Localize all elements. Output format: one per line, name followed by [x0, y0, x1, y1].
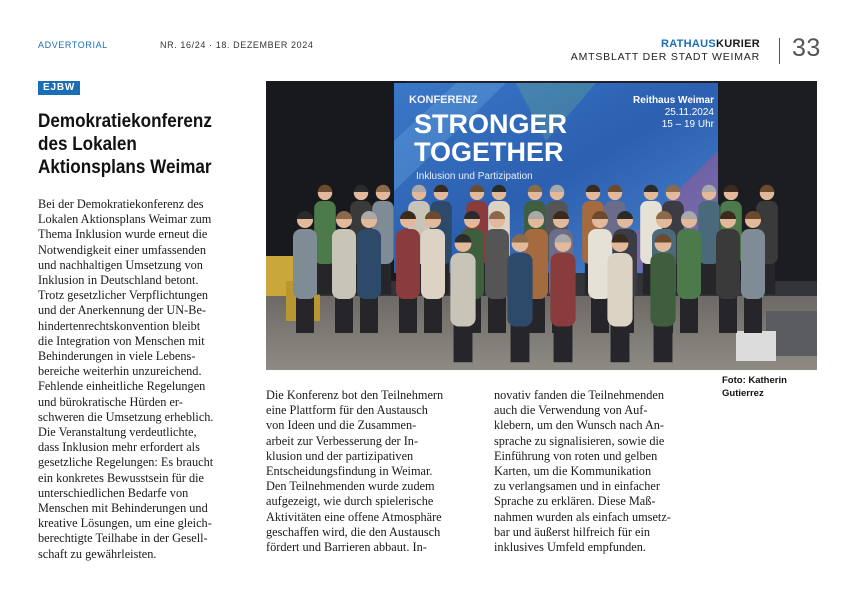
- text-line: die Integration von Menschen mit: [38, 333, 205, 348]
- article-column-3: [494, 388, 671, 555]
- text-line: nahmen wurden als einfach umsetz-: [494, 509, 671, 524]
- text-line: novativ fanden die Teilnehmenden: [494, 388, 664, 402]
- text-line: von Ideen und die Zusammen-: [266, 418, 417, 433]
- article-column-2: [266, 388, 443, 555]
- text-line: Menschen mit Behinderungen und: [38, 501, 208, 516]
- participant-body: [741, 229, 765, 299]
- banner-time: 15 – 19 Uhr: [661, 119, 714, 130]
- issue-date: NR. 16/24 · 18. DEZEMBER 2024: [160, 40, 314, 50]
- banner-date: 25.11.2024: [664, 107, 714, 118]
- participant-body: [550, 253, 575, 327]
- text-line: Notwendigkeit einer umfassenden: [38, 242, 207, 257]
- publication-brand: [571, 38, 760, 64]
- text-line: aufgezeigt, wie durch spielerische: [266, 494, 434, 509]
- participant-body: [507, 253, 532, 327]
- banner-subline: Inklusion und Partizipation: [416, 171, 533, 182]
- text-line: und nachhaltigen Umsetzung von: [38, 257, 203, 272]
- text-line: Aktivitäten eine offene Atmosphäre: [266, 509, 442, 524]
- headline-line: des Lokalen: [38, 134, 137, 155]
- text-line: Trotz gesetzlicher Verpflichtungen: [38, 288, 209, 303]
- banner-venue: Reithaus Weimar: [633, 95, 714, 106]
- text-line: klebern, um den Wunsch nach An-: [494, 418, 665, 433]
- text-line: und der Anerkennung der UN-Be-: [38, 303, 207, 318]
- text-line: Entscheidungsfindung in Weimar.: [266, 464, 433, 479]
- text-line: ein konkretes Bewusstsein für die: [38, 470, 204, 485]
- participant-body: [716, 229, 740, 299]
- text-line: inklusives Umfeld empfunden.: [494, 540, 646, 555]
- banner-title-1: STRONGER: [414, 109, 568, 139]
- text-line: Fehlende einheitliche Regelungen: [38, 379, 206, 394]
- text-line: hindertenrechtskonvention bleibt: [38, 318, 201, 333]
- photo-caption: [722, 374, 787, 400]
- participant-body: [357, 229, 381, 299]
- participant-body: [396, 229, 420, 299]
- text-line: sprache zu signalisieren, sowie die: [494, 433, 665, 448]
- participant-body: [421, 229, 445, 299]
- brand-subtitle: AMTSBLATT DER STADT WEIMAR: [570, 51, 760, 63]
- text-line: Karten, um die Kommunikation: [494, 464, 652, 479]
- article-column-1: [38, 197, 214, 562]
- headline-line: Aktionsplans Weimar: [38, 157, 212, 178]
- participant-body: [677, 229, 701, 299]
- participant-body: [293, 229, 317, 299]
- text-line: unterschiedlichen Bedarfe von: [38, 485, 189, 500]
- text-line: gesetzliche Regelungen: Es braucht: [38, 455, 214, 470]
- headline-line: Demokratiekonferenz: [38, 111, 212, 132]
- text-line: Thema Inklusion wurde erneut die: [38, 227, 208, 242]
- text-line: Den Teilnehmenden wurde zudem: [266, 479, 435, 494]
- banner-kicker: KONFERENZ: [409, 94, 478, 106]
- text-line: geschaffen wird, die den Austausch: [266, 524, 441, 539]
- section-label: ADVERTORIAL: [38, 40, 108, 50]
- text-line: arbeit zur Verbesserung der In-: [266, 433, 419, 448]
- text-line: eine Plattform für den Austausch: [266, 403, 428, 418]
- brand-name-part1: RATHAUS: [660, 38, 717, 50]
- participant-body: [485, 229, 509, 299]
- text-line: dass Inklusion mehr erfordert als: [38, 440, 200, 455]
- group-photo: [266, 81, 817, 370]
- participant-body: [332, 229, 356, 299]
- participant-body: [650, 253, 675, 327]
- text-line: Die Konferenz bot den Teilnehmern: [266, 388, 444, 402]
- caption-line: Gutierrez: [722, 388, 764, 399]
- text-line: fördert und Barrieren abbaut. In-: [266, 540, 427, 555]
- text-line: Lokalen Aktionsplans Weimar zum: [38, 212, 212, 227]
- text-line: Inklusion in Deutschland betont.: [38, 273, 199, 288]
- banner-title-2: TOGETHER: [414, 137, 564, 167]
- page-number: 33: [792, 34, 821, 62]
- text-line: zu verlangsamen und in einfacher: [494, 479, 660, 494]
- text-line: klusion und der partizipativen: [266, 448, 414, 463]
- caption-line: Foto: Katherin: [722, 375, 787, 386]
- text-line: bereiche weiterhin unzureichend.: [38, 364, 202, 379]
- brand-name-part2: KURIER: [716, 38, 760, 50]
- participant-body: [450, 253, 475, 327]
- text-line: kreative Lösungen, um eine gleich-: [38, 516, 212, 531]
- text-line: Sprache zu erklären. Diese Maß-: [494, 494, 656, 509]
- article-tag: EJBW: [38, 81, 80, 95]
- text-line: schweren die Umsetzung erheblich.: [38, 409, 214, 424]
- text-line: Bei der Demokratiekonferenz des: [38, 197, 204, 211]
- text-line: auch die Verwendung von Auf-: [494, 403, 648, 418]
- text-line: Behinderungen in viele Lebens-: [38, 349, 196, 364]
- text-line: schaft zu gewährleisten.: [38, 546, 157, 561]
- text-line: und bürokratische Hürden er-: [38, 394, 183, 409]
- text-line: Einführung von roten und gelben: [494, 448, 658, 463]
- article-headline: [38, 110, 238, 179]
- participant-body: [607, 253, 632, 327]
- photo-illustration: [266, 81, 817, 370]
- text-line: berechtigte Teilhabe in der Gesell-: [38, 531, 208, 546]
- text-line: Die Veranstaltung verdeutlichte,: [38, 425, 197, 440]
- header-divider: [779, 38, 780, 64]
- text-line: bar und äußerst hilfreich für ein: [494, 524, 651, 539]
